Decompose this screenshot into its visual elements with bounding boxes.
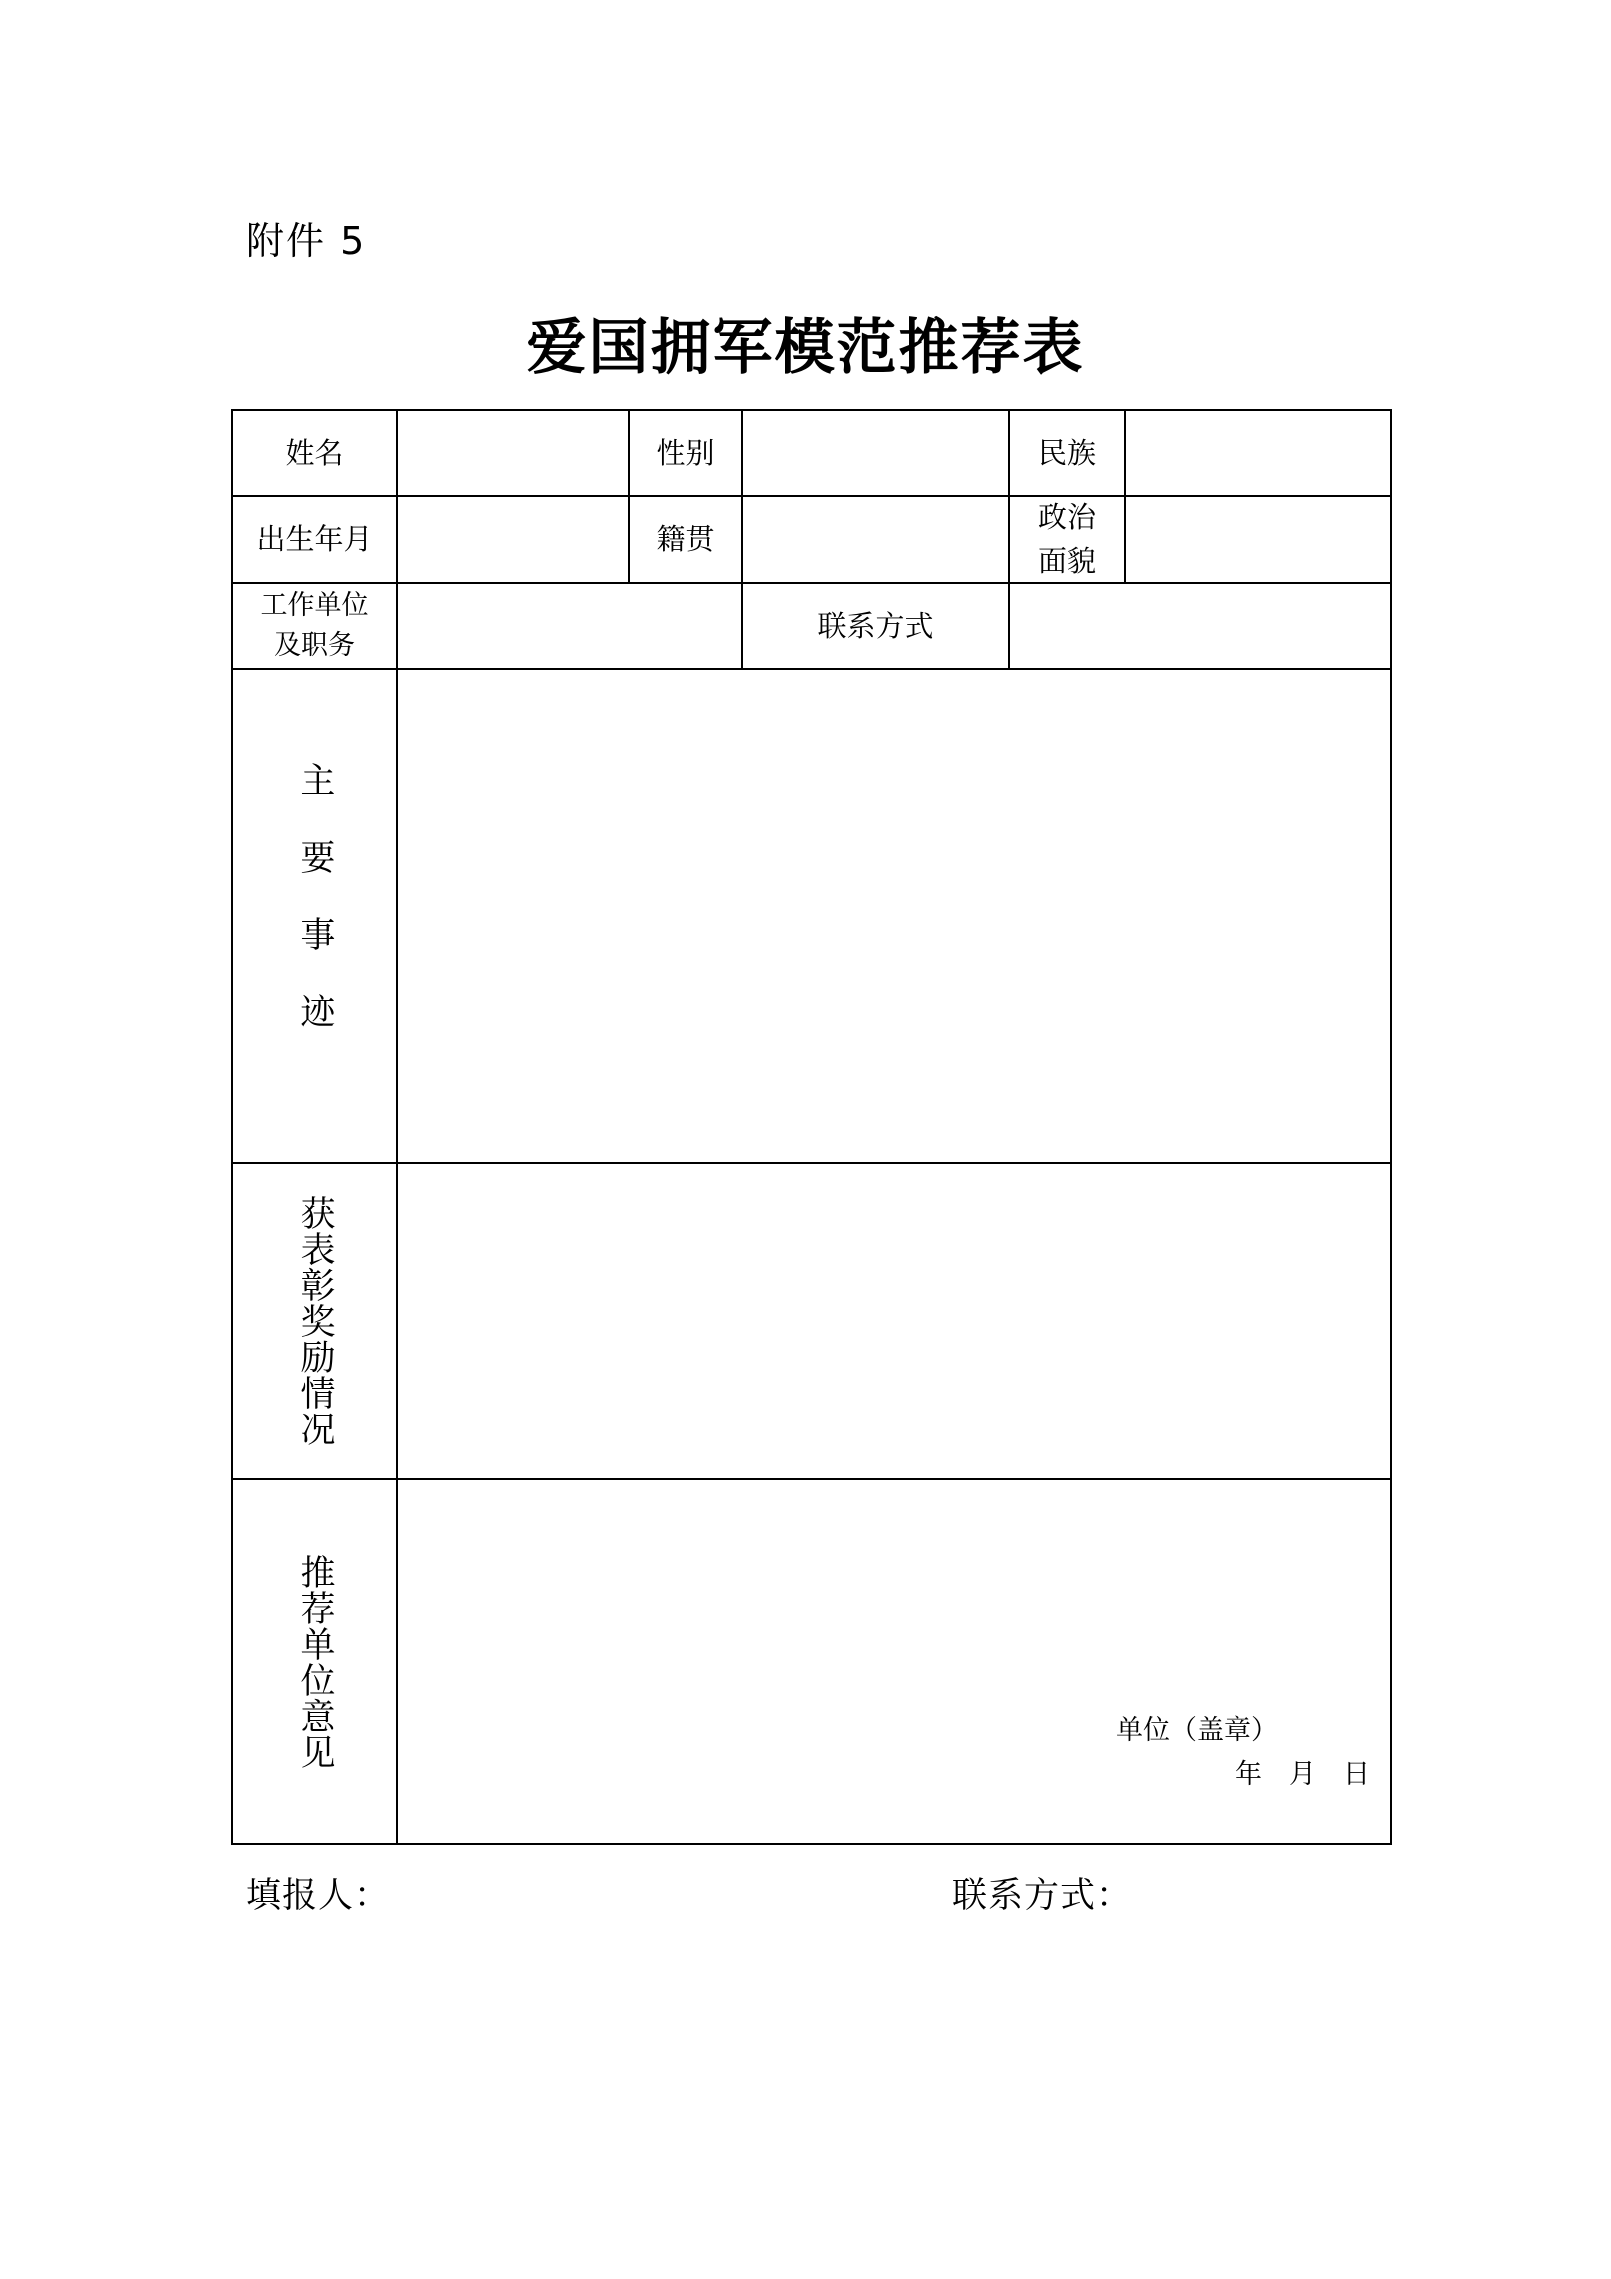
birth-date-label: 出生年月 xyxy=(256,522,373,557)
main-deeds-label-cell xyxy=(233,670,396,1162)
stamp-line: 单位（盖章） xyxy=(1116,1715,1278,1746)
name-label: 姓名 xyxy=(285,435,344,470)
ethnicity-label: 民族 xyxy=(1037,435,1096,470)
date-line: 年 月 日 xyxy=(1235,1759,1370,1790)
table-border-right xyxy=(1390,409,1392,1845)
native-place-value-cell[interactable] xyxy=(743,497,1008,582)
attachment-label: 附件 5 xyxy=(246,219,367,263)
workplace-position-value-cell[interactable] xyxy=(398,584,741,668)
recommendation-label-cell xyxy=(233,1480,396,1843)
filler-label: 填报人： xyxy=(246,1876,391,1916)
table-border-bottom xyxy=(231,1843,1392,1845)
native-place-label: 籍贯 xyxy=(656,522,715,557)
recommendation-label: 推荐单位意见 xyxy=(295,1553,335,1770)
contact-value-cell[interactable] xyxy=(1010,584,1390,668)
name-value-cell[interactable] xyxy=(398,411,628,495)
main-deeds-value-cell[interactable] xyxy=(398,670,1390,1162)
workplace-position-label: 工作单位 及职务 xyxy=(260,589,369,661)
main-deeds-label: 主要事迹 xyxy=(294,762,335,1070)
awards-value-cell[interactable] xyxy=(398,1164,1390,1478)
gender-label: 性别 xyxy=(656,435,715,470)
contact-label: 联系方式 xyxy=(817,608,934,643)
political-status-value-cell[interactable] xyxy=(1126,497,1390,582)
political-status-label: 政治 面貌 xyxy=(1037,500,1096,578)
form-title: 爱国拥军模范推荐表 xyxy=(526,313,1085,383)
awards-label: 获表彰奖励情况 xyxy=(295,1195,335,1447)
awards-label-cell xyxy=(233,1164,396,1478)
footer-contact-label: 联系方式： xyxy=(952,1876,1133,1916)
gender-value-cell[interactable] xyxy=(743,411,1008,495)
ethnicity-value-cell[interactable] xyxy=(1126,411,1390,495)
birth-date-value-cell[interactable] xyxy=(398,497,628,582)
